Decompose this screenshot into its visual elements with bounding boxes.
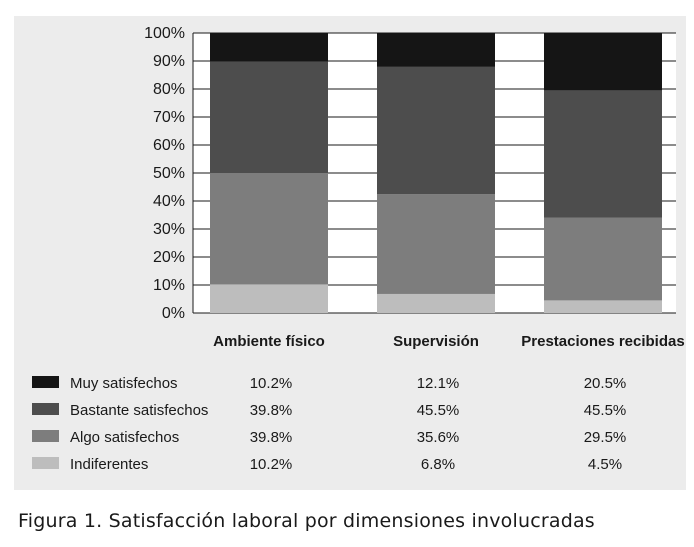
bar-segment (544, 90, 662, 217)
y-tick-label: 0% (161, 305, 185, 322)
data-table-value: 35.6% (416, 429, 460, 446)
data-table-value: 39.8% (249, 429, 293, 446)
y-tick-label: 60% (152, 137, 185, 154)
y-tick-label: 20% (152, 249, 185, 266)
data-table-value: 10.2% (249, 456, 293, 473)
bar-segment (210, 62, 328, 173)
data-table-value: 4.5% (587, 456, 623, 473)
x-category-label: Prestaciones recibidas (521, 333, 685, 350)
figure-caption: Figura 1. Satisfacción laboral por dimensiones involucradas (18, 510, 595, 532)
legend-label: Indiferentes (70, 456, 149, 473)
y-tick-label: 30% (152, 221, 185, 238)
legend-swatch (32, 403, 59, 415)
x-category-label: Supervisión (393, 333, 479, 350)
data-table-value: 39.8% (249, 402, 293, 419)
data-table-value: 10.2% (249, 375, 293, 392)
data-table-value: 12.1% (416, 375, 460, 392)
bar-segment (544, 218, 662, 301)
legend-swatch (32, 457, 59, 469)
legend-label: Algo satisfechos (70, 429, 180, 446)
y-tick-label: 40% (152, 193, 185, 210)
legend-label: Bastante satisfechos (70, 402, 209, 419)
y-tick-label: 50% (152, 165, 185, 182)
bar-segment (377, 194, 495, 294)
figure-panel (14, 16, 686, 490)
y-tick-label: 80% (152, 81, 185, 98)
data-table-value: 45.5% (583, 402, 627, 419)
bar-segment (544, 33, 662, 90)
bar-segment (377, 67, 495, 194)
legend-swatch (32, 430, 59, 442)
bar-segment (210, 33, 328, 62)
y-tick-label: 100% (144, 25, 185, 42)
y-tick-label: 90% (152, 53, 185, 70)
y-tick-label: 10% (152, 277, 185, 294)
bar-segment (210, 173, 328, 284)
data-table-value: 20.5% (583, 375, 627, 392)
legend-swatch (32, 376, 59, 388)
bar-segment (377, 33, 495, 67)
bar-segment (377, 294, 495, 313)
data-table-value: 45.5% (416, 402, 460, 419)
legend-label: Muy satisfechos (70, 375, 178, 392)
bar-segment (544, 300, 662, 313)
stacked-bar-chart (14, 16, 686, 490)
y-tick-label: 70% (152, 109, 185, 126)
data-table-value: 29.5% (583, 429, 627, 446)
data-table-value: 6.8% (420, 456, 456, 473)
x-category-label: Ambiente físico (213, 333, 325, 350)
bar-segment (210, 284, 328, 313)
